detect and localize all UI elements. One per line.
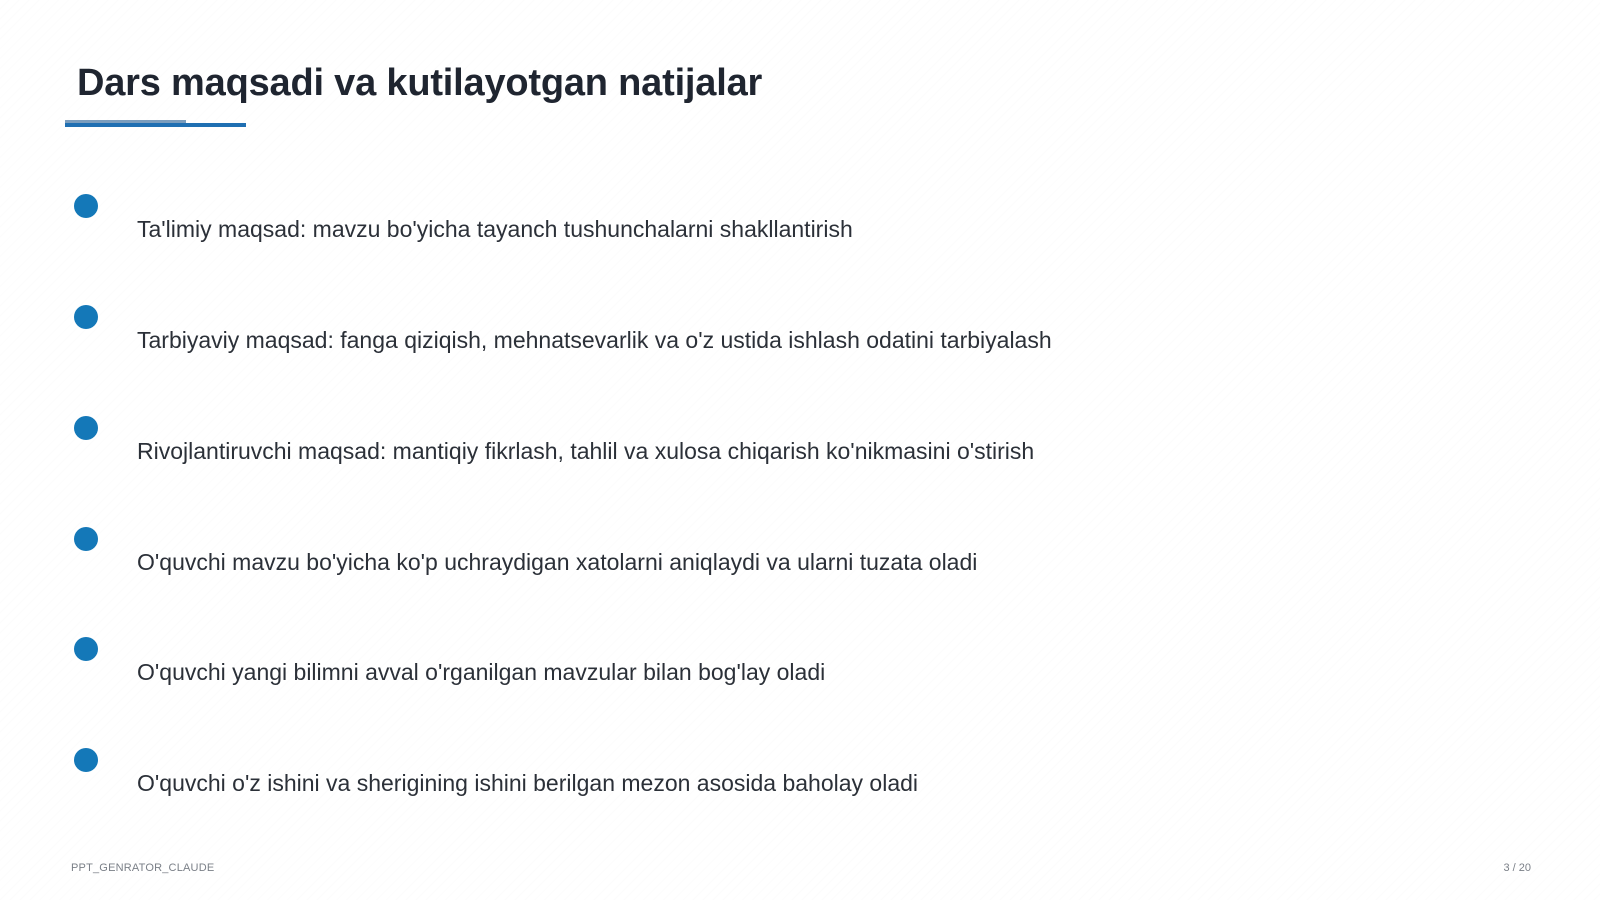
title-underline xyxy=(65,123,246,127)
list-item-text: O'quvchi mavzu bo'yicha ko'p uchraydigan xatolarni aniqlaydi va ularni tuzata oladi xyxy=(137,549,978,575)
bullet-dot-icon xyxy=(74,416,98,440)
bullet-dot-icon xyxy=(74,194,98,218)
list-item xyxy=(0,416,1600,486)
title-underline-accent xyxy=(65,120,186,123)
slide-title: Dars maqsadi va kutilayotgan natijalar xyxy=(77,62,763,104)
list-item-text: Tarbiyaviy maqsad: fanga qiziqish, mehnatsevarlik va o'z ustida ishlash odatini tarbiyalash xyxy=(137,327,1052,353)
list-item-text: Ta'limiy maqsad: mavzu bo'yicha tayanch tushunchalarni shakllantirish xyxy=(137,216,853,242)
page-indicator: 3 / 20 xyxy=(1503,862,1531,874)
list-item-text: O'quvchi o'z ishini va sherigining ishini berilgan mezon asosida baholay oladi xyxy=(137,770,919,796)
list-item xyxy=(0,748,1600,818)
bullet-dot-icon xyxy=(74,305,98,329)
list-item xyxy=(0,194,1600,264)
bullet-dot-icon xyxy=(74,637,98,661)
bullet-dot-icon xyxy=(74,527,98,551)
bullet-dot-icon xyxy=(74,748,98,772)
footer-brand: PPT_GENRATOR_CLAUDE xyxy=(71,862,215,874)
list-item-text: O'quvchi yangi bilimni avval o'rganilgan mavzular bilan bog'lay oladi xyxy=(137,659,826,685)
list-item xyxy=(0,527,1600,597)
list-item xyxy=(0,637,1600,707)
list-item xyxy=(0,305,1600,375)
list-item-text: Rivojlantiruvchi maqsad: mantiqiy fikrlash, tahlil va xulosa chiqarish ko'nikmasini o'stirish xyxy=(137,438,1035,464)
